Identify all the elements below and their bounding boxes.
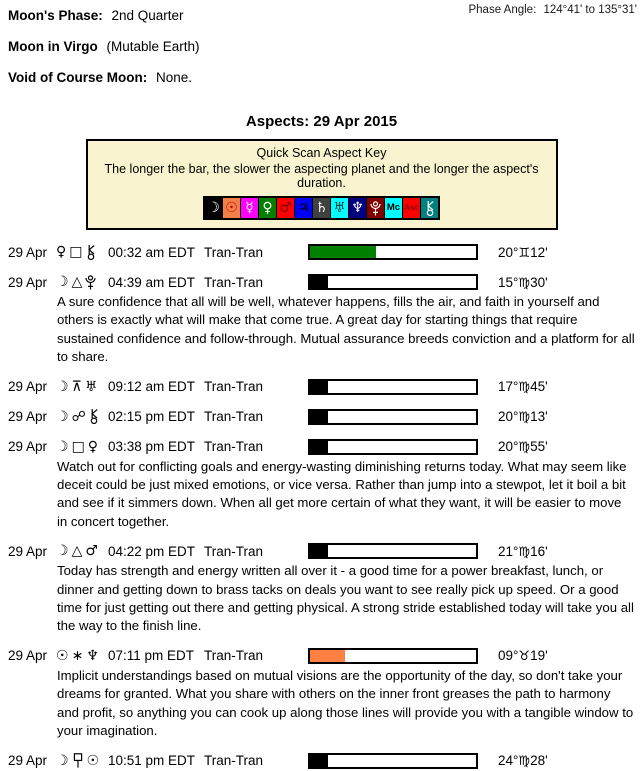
- quincunx-icon: ⊼: [71, 378, 82, 395]
- aspect-row: [0, 541, 643, 561]
- aspect-date: 29 Apr: [8, 753, 48, 768]
- minutes-value: 30': [530, 274, 548, 290]
- aspect-date: 29 Apr: [8, 274, 48, 290]
- moon-in-value: (Mutable Earth): [106, 39, 200, 54]
- aspect-date: 29 Apr: [8, 409, 48, 425]
- degree-value: 24°: [498, 753, 519, 768]
- mars-icon: ♂: [279, 200, 292, 216]
- key-cell-jupiter: [294, 198, 312, 218]
- chiron-icon: [89, 409, 99, 424]
- neptune-icon: ♆: [86, 647, 99, 664]
- mercury-icon: ☿: [245, 200, 254, 216]
- quick-scan-key-description: The longer the bar, the slower the aspecting planet and the longer the aspect's duration.: [104, 162, 539, 190]
- aspect-description: A sure confidence that all will be well, whatever happens, fills the air, and faith in yourself and others is exactly what will make that come true. A great day for starting things that require sustained confidence and follow-through. Mutual assurance breeds conviction and a platform for all to share.: [57, 294, 635, 365]
- degree-value: 09°: [498, 648, 519, 664]
- aspect-row: [0, 646, 643, 666]
- minutes-value: 19': [530, 648, 548, 664]
- quick-scan-key-title: Quick Scan Aspect Key: [256, 146, 387, 160]
- duration-bar: [308, 543, 478, 559]
- virgo-icon: ♍: [518, 380, 531, 396]
- aspect-degree: [498, 275, 548, 290]
- duration-bar-fill: [310, 246, 376, 258]
- degree-value: 20°: [498, 409, 519, 425]
- aspect-glyphs: [56, 275, 108, 290]
- duration-bar: [308, 648, 478, 664]
- aspect-glyphs: [56, 245, 108, 260]
- duration-bar: [308, 244, 478, 260]
- duration-bar-fill: [310, 276, 328, 288]
- degree-value: 20°: [498, 244, 519, 260]
- aspect-date: 29 Apr: [8, 648, 48, 664]
- aspect-description: Today has strength and energy written all over it - a good time for a power breakfast, lunch, or dinner and getting down to brass tacks on deals you want to see really pick up speed. Or a good time for just getting out there and getting physical. A strong stride established today will take you all the way to the finish line.: [57, 563, 634, 634]
- phase-angle-value: 124°41' to 135°31': [543, 4, 637, 16]
- square-icon: □: [69, 244, 83, 260]
- venus-icon: ♀: [262, 200, 273, 216]
- aspect-glyphs: [56, 753, 108, 768]
- key-cell-sun: [222, 198, 240, 218]
- aspect-time: 04:39 am EDT: [108, 274, 196, 290]
- aspect-glyphs: [56, 544, 108, 558]
- mc-label: Mc: [386, 202, 401, 214]
- uranus-icon: ♅: [333, 200, 346, 216]
- aspect-relation: Tran-Tran: [204, 753, 264, 768]
- aspect-relation: Tran-Tran: [204, 409, 264, 425]
- virgo-icon: ♍: [518, 440, 531, 456]
- phase-angle-label: Phase Angle:: [468, 4, 537, 16]
- key-cell-mercury: [240, 198, 258, 218]
- virgo-icon: ♍: [518, 754, 531, 769]
- aspect-row: [0, 751, 643, 771]
- key-cell-venus: [258, 198, 276, 218]
- venus-icon: ♀: [87, 438, 99, 455]
- pluto-icon: [85, 275, 96, 290]
- aspect-time: 02:15 pm EDT: [108, 409, 196, 425]
- pluto-icon: [370, 201, 381, 216]
- degree-value: 21°: [498, 543, 519, 559]
- duration-bar-fill: [310, 545, 328, 557]
- taurus-icon: ♉: [518, 649, 531, 665]
- aspect-relation: Tran-Tran: [204, 379, 264, 395]
- void-of-course-line: [8, 70, 635, 85]
- moon-icon: ☽: [56, 274, 69, 290]
- aspect-relation: Tran-Tran: [204, 244, 264, 260]
- aspect-row: [0, 272, 643, 292]
- mars-icon: ♂: [85, 543, 98, 560]
- aspect-glyphs: [56, 380, 108, 394]
- aspect-relation: Tran-Tran: [204, 439, 264, 455]
- void-of-course-value: None.: [156, 70, 193, 85]
- venus-icon: ♀: [56, 244, 67, 260]
- gemini-icon: ♊: [518, 245, 531, 261]
- moon-icon: ☽: [56, 378, 69, 395]
- sun-icon: ☉: [56, 647, 69, 664]
- aspect-time: 09:12 am EDT: [108, 379, 196, 395]
- duration-bar: [308, 439, 478, 455]
- moon-in-label: Moon in Virgo: [8, 39, 98, 54]
- degree-value: 17°: [498, 379, 519, 395]
- aspect-date: 29 Apr: [8, 244, 48, 260]
- virgo-icon: ♍: [518, 410, 531, 426]
- key-cell-chiron: [420, 198, 438, 218]
- aspect-list: [0, 242, 643, 771]
- phase-angle: [468, 4, 637, 16]
- sun-icon: ☉: [86, 752, 100, 769]
- key-cell-saturn: [312, 198, 330, 218]
- degree-value: 20°: [498, 439, 519, 455]
- virgo-icon: ♍: [518, 275, 531, 291]
- saturn-icon: ♄: [315, 200, 328, 216]
- aspect-degree: [498, 544, 548, 559]
- void-of-course-label: Void of Course Moon:: [8, 70, 148, 85]
- aspect-degree: [498, 753, 548, 768]
- sextile-icon: ∗: [71, 647, 84, 664]
- aspect-degree: [498, 245, 548, 260]
- aspect-description: Watch out for conflicting goals and energy-wasting diminishing returns today. What may seem like deceit could be just mixed emotions, or vice versa. Rather than jump into a stewpot, let it boil a bit and see if it simmers down. When all get more certain of what they want, it will be easier to move in concert together.: [57, 458, 627, 529]
- quick-scan-key-box: [86, 139, 558, 230]
- aspect-time: 00:32 am EDT: [108, 244, 196, 260]
- aspect-glyphs: [56, 440, 108, 454]
- aspect-time: 03:38 pm EDT: [108, 439, 196, 455]
- aspect-row: [0, 407, 643, 427]
- report-header: [0, 0, 643, 85]
- key-cell-asc: [402, 198, 420, 218]
- key-cell-uranus: [330, 198, 348, 218]
- opposition-icon: ☍: [71, 408, 86, 425]
- aspect-relation: Tran-Tran: [204, 648, 264, 664]
- aspect-degree: [498, 439, 548, 454]
- minutes-value: 12': [530, 244, 548, 260]
- aspect-description: Implicit understandings based on mutual visions are the opportunity of the day, so don't take your dreams for granted. What you share with others on the inner front greases the path to harmony and profit, so anything you can cook up along those lines will provide you with a tangible window to your imagination.: [57, 667, 634, 739]
- aspect-degree: [498, 648, 548, 663]
- aspect-time: 04:22 pm EDT: [108, 543, 196, 559]
- asc-label: Asc: [404, 203, 419, 212]
- chiron-icon: [86, 245, 96, 260]
- moons-phase-value: 2nd Quarter: [111, 8, 184, 23]
- aspect-row: [0, 377, 643, 397]
- aspect-date: 29 Apr: [8, 379, 48, 395]
- aspect-degree: [498, 379, 548, 394]
- duration-bar-fill: [310, 411, 328, 423]
- aspect-row: [0, 437, 643, 457]
- sun-icon: ☉: [225, 200, 238, 216]
- minutes-value: 55': [530, 439, 548, 455]
- duration-bar-fill: [310, 441, 328, 453]
- aspect-glyphs: [56, 409, 108, 424]
- trine-icon: △: [71, 274, 83, 290]
- trine-icon: △: [71, 543, 83, 560]
- moon-in-line: [8, 39, 635, 54]
- aspect-relation: Tran-Tran: [204, 274, 264, 290]
- aspect-degree: [498, 409, 548, 424]
- duration-bar: [308, 753, 478, 769]
- key-cell-neptune: [348, 198, 366, 218]
- square-icon: □: [71, 438, 85, 455]
- neptune-icon: ♆: [351, 200, 364, 216]
- aspect-date: 29 Apr: [8, 543, 48, 559]
- moon-icon: ☽: [56, 408, 69, 425]
- key-cell-moon: [205, 198, 222, 218]
- aspects-title: Aspects: 29 Apr 2015: [245, 113, 398, 130]
- planet-color-key-strip: [203, 196, 440, 220]
- key-cell-mc: [384, 198, 402, 218]
- moon-icon: ☽: [56, 543, 69, 560]
- chiron-icon: [425, 201, 435, 216]
- minutes-value: 28': [530, 753, 548, 768]
- minutes-value: 13': [530, 409, 548, 425]
- key-cell-mars: [276, 198, 294, 218]
- aspect-time: 10:51 pm EDT: [108, 753, 196, 768]
- duration-bar-fill: [310, 650, 345, 662]
- moon-icon: ☽: [56, 438, 69, 455]
- moon-icon: ☽: [207, 200, 220, 216]
- degree-value: 15°: [498, 274, 519, 290]
- uranus-icon: ♅: [84, 378, 98, 395]
- sesquiquadrate-icon: [72, 753, 84, 768]
- minutes-value: 16': [530, 543, 548, 559]
- minutes-value: 45': [530, 379, 548, 395]
- moon-icon: ☽: [56, 752, 69, 769]
- key-cell-pluto: [366, 198, 384, 218]
- moons-phase-label: Moon's Phase:: [8, 8, 103, 23]
- duration-bar: [308, 409, 478, 425]
- aspect-row: [0, 242, 643, 262]
- virgo-icon: ♍: [518, 544, 531, 560]
- aspect-relation: Tran-Tran: [204, 543, 264, 559]
- duration-bar-fill: [310, 381, 328, 393]
- duration-bar-fill: [310, 755, 328, 767]
- duration-bar: [308, 274, 478, 290]
- aspect-date: 29 Apr: [8, 439, 48, 455]
- aspect-glyphs: [56, 649, 108, 663]
- jupiter-icon: ♃: [297, 200, 310, 216]
- aspect-time: 07:11 pm EDT: [108, 648, 195, 664]
- duration-bar: [308, 379, 478, 395]
